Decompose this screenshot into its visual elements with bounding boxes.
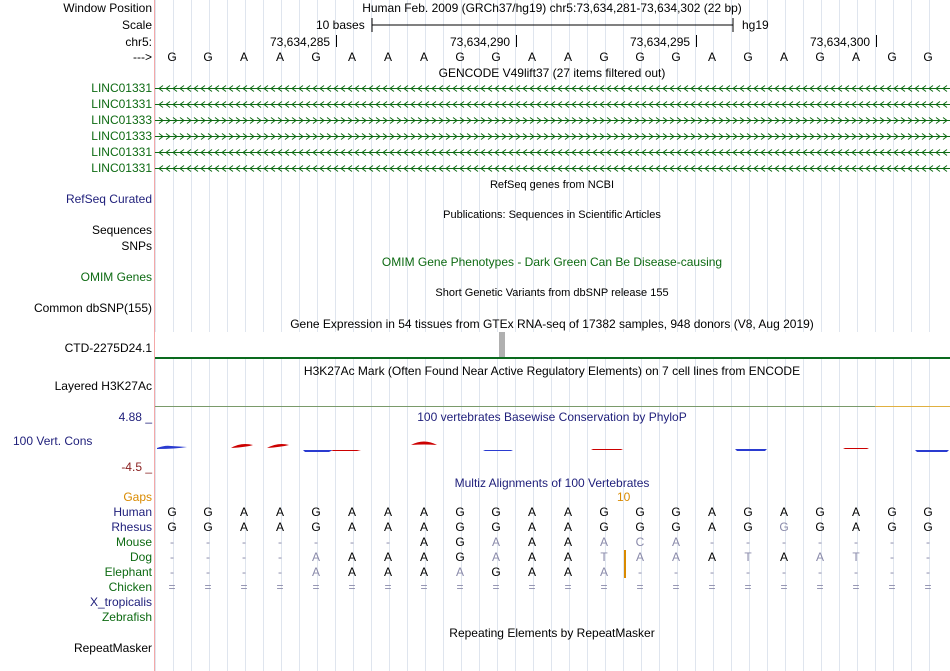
alignment-base: A — [779, 505, 788, 519]
alignment-base: - — [854, 535, 858, 549]
ruler-position: 73,634,295 — [630, 35, 691, 49]
alignment-base: G — [923, 520, 933, 534]
alignment-base: G — [779, 520, 789, 534]
alignment-base: - — [350, 535, 354, 549]
alignment-base: G — [311, 520, 321, 534]
alignment-base: A — [311, 550, 320, 564]
alignment-base: G — [203, 520, 213, 534]
alignment-base: = — [852, 580, 860, 594]
alignment-base: A — [527, 520, 536, 534]
alignment-base: A — [347, 565, 356, 579]
alignment-base: = — [384, 580, 392, 594]
alignment-base: - — [170, 550, 174, 564]
alignment-base: - — [242, 535, 246, 549]
ruler-tick — [876, 35, 877, 47]
alignment-base: G — [455, 520, 465, 534]
alignment-base: G — [887, 520, 897, 534]
alignment-base: G — [887, 505, 897, 519]
gtex-gene-line — [155, 357, 950, 359]
gencode-transcript[interactable] — [155, 163, 950, 174]
alignment-base: - — [386, 535, 390, 549]
sequence-base: G — [887, 50, 897, 64]
alignment-base: = — [312, 580, 320, 594]
alignment-base: G — [635, 505, 645, 519]
sequence-base: G — [635, 50, 645, 64]
alignment-base: G — [455, 550, 465, 564]
scale-bar — [369, 16, 739, 34]
alignment-base: - — [278, 535, 282, 549]
alignment-base: = — [744, 580, 752, 594]
chrom-label: chr5: — [125, 35, 152, 49]
dbsnp-track-title: Short Genetic Variants from dbSNP release 155 — [435, 287, 669, 299]
gencode-transcript[interactable] — [155, 99, 950, 110]
sequence-base: G — [491, 50, 501, 64]
alignment-base: A — [563, 520, 572, 534]
alignment-base: G — [491, 505, 501, 519]
sequence-base: G — [599, 50, 609, 64]
ruler-position: 73,634,290 — [450, 35, 511, 49]
alignment-base: C — [635, 535, 645, 549]
alignment-base: = — [816, 580, 824, 594]
alignment-base: G — [491, 520, 501, 534]
alignment-base: - — [926, 565, 930, 579]
species-label[interactable]: Dog — [129, 550, 152, 564]
alignment-base: A — [239, 505, 248, 519]
alignment-base: = — [204, 580, 212, 594]
alignment-base: T — [600, 550, 608, 564]
sequence-base: A — [347, 50, 356, 64]
sequence-base: G — [815, 50, 825, 64]
alignment-base: G — [815, 520, 825, 534]
alignment-base: = — [276, 580, 284, 594]
alignment-base: = — [888, 580, 896, 594]
alignment-base: A — [383, 520, 392, 534]
alignment-base: - — [890, 550, 894, 564]
alignment-base: A — [527, 565, 536, 579]
scale-label: Scale — [121, 18, 152, 32]
alignment-base: A — [491, 535, 500, 549]
species-label[interactable]: Chicken — [108, 580, 152, 594]
alignment-base: G — [599, 520, 609, 534]
alignment-base: G — [815, 505, 825, 519]
alignment-base: A — [563, 565, 572, 579]
omim-track-label[interactable]: OMIM Genes — [80, 270, 152, 284]
alignment-base: A — [671, 535, 680, 549]
alignment-base: A — [383, 505, 392, 519]
scale-bar-text: 10 bases — [316, 18, 365, 32]
alignment-base: - — [926, 550, 930, 564]
alignment-base: - — [926, 535, 930, 549]
gtex-track-title: Gene Expression in 54 tissues from GTEx RNA-seq of 17382 samples, 948 donors (V8, Aug 2019) — [290, 317, 814, 331]
gap-count: 10 — [617, 490, 631, 504]
alignment-base: - — [710, 535, 714, 549]
sequence-base: G — [671, 50, 681, 64]
alignment-base: G — [599, 505, 609, 519]
sequence-base: A — [779, 50, 788, 64]
alignment-base: = — [780, 580, 788, 594]
ruler-tick — [336, 35, 337, 47]
alignment-base: A — [779, 550, 788, 564]
sequence-base: A — [851, 50, 860, 64]
alignment-base: A — [815, 550, 824, 564]
alignment-base: = — [492, 580, 500, 594]
sequence-base: G — [455, 50, 465, 64]
phylop-plot[interactable] — [155, 436, 950, 458]
alignment-base: = — [636, 580, 644, 594]
alignment-base: G — [671, 520, 681, 534]
alignment-base: A — [383, 565, 392, 579]
alignment-base: A — [707, 550, 716, 564]
gaps-label: Gaps — [123, 490, 152, 504]
alignment-base: A — [239, 520, 248, 534]
gencode-transcript[interactable] — [155, 147, 950, 158]
species-label[interactable]: X_tropicalis — [89, 595, 152, 609]
alignment-base: A — [527, 535, 536, 549]
sequence-base: A — [383, 50, 392, 64]
alignment-base: - — [638, 565, 642, 579]
alignment-base: - — [890, 565, 894, 579]
alignment-base: - — [818, 535, 822, 549]
window-position-label: Window Position — [63, 1, 152, 15]
sequence-base: A — [527, 50, 536, 64]
alignment-base: A — [635, 550, 644, 564]
ruler-tick — [516, 35, 517, 47]
alignment-base: = — [600, 580, 608, 594]
alignment-base: G — [491, 565, 501, 579]
repeatmasker-track-title: Repeating Elements by RepeatMasker — [449, 626, 655, 640]
repeatmasker-track-label[interactable]: RepeatMasker — [73, 641, 152, 655]
refseq-track-title: RefSeq genes from NCBI — [489, 179, 615, 191]
phylop-min-label: -4.5 _ — [121, 460, 152, 474]
alignment-base: G — [923, 505, 933, 519]
ruler-tick — [696, 35, 697, 47]
alignment-base: A — [419, 565, 428, 579]
alignment-base: A — [563, 535, 572, 549]
alignment-base: A — [563, 505, 572, 519]
alignment-base: A — [527, 550, 536, 564]
gencode-transcript[interactable] — [155, 131, 950, 142]
alignment-base: - — [818, 565, 822, 579]
sequence-base: G — [311, 50, 321, 64]
alignment-base: - — [206, 565, 210, 579]
omim-track-title: OMIM Gene Phenotypes - Dark Green Can Be Disease-causing — [381, 255, 723, 269]
alignment-base: - — [890, 535, 894, 549]
alignment-base: A — [419, 535, 428, 549]
snps-track-label[interactable]: SNPs — [121, 239, 152, 253]
window-position-text: Human Feb. 2009 (GRCh37/hg19) chr5:73,634,281-73,634,302 (22 bp) — [362, 1, 742, 15]
gencode-row-label[interactable]: LINC01331 — [91, 97, 152, 111]
gencode-row-label[interactable]: LINC01333 — [91, 129, 152, 143]
alignment-base: = — [924, 580, 932, 594]
alignment-base: = — [672, 580, 680, 594]
publications-track-label[interactable]: Sequences — [91, 223, 152, 237]
sequence-base: G — [743, 50, 753, 64]
sequence-base: A — [707, 50, 716, 64]
alignment-base: T — [852, 550, 860, 564]
alignment-base: G — [455, 505, 465, 519]
h3k27ac-track-label[interactable]: Layered H3K27Ac — [54, 379, 152, 393]
species-label[interactable]: Elephant — [104, 565, 152, 579]
alignment-base: G — [311, 505, 321, 519]
alignment-base: A — [707, 505, 716, 519]
alignment-base: = — [420, 580, 428, 594]
species-label[interactable]: Human — [113, 505, 152, 519]
alignment-base: = — [528, 580, 536, 594]
alignment-base: - — [206, 550, 210, 564]
dbsnp-track-label[interactable]: Common dbSNP(155) — [33, 301, 152, 315]
alignment-base: A — [419, 550, 428, 564]
alignment-base: G — [455, 535, 465, 549]
assembly-label: hg19 — [742, 18, 769, 32]
alignment-base: - — [170, 535, 174, 549]
sequence-base: A — [239, 50, 248, 64]
alignment-base: A — [599, 565, 608, 579]
sequence-base: G — [167, 50, 177, 64]
alignment-base: = — [456, 580, 464, 594]
alignment-base: - — [170, 565, 174, 579]
publications-track-title: Publications: Sequences in Scientific Articles — [443, 209, 661, 221]
alignment-base: A — [563, 550, 572, 564]
alignment-base: G — [203, 505, 213, 519]
species-label[interactable]: Rhesus — [111, 520, 152, 534]
alignment-base: G — [743, 505, 753, 519]
alignment-base: - — [746, 535, 750, 549]
gtex-exon-bar[interactable] — [499, 332, 505, 357]
alignment-base: - — [314, 535, 318, 549]
alignment-base: A — [707, 520, 716, 534]
alignment-base: - — [278, 550, 282, 564]
alignment-base: = — [240, 580, 248, 594]
ruler-position: 73,634,300 — [810, 35, 871, 49]
alignment-base: - — [782, 565, 786, 579]
alignment-base: - — [746, 565, 750, 579]
alignment-base: G — [671, 505, 681, 519]
h3k27ac-signal — [875, 406, 950, 407]
species-label[interactable]: Mouse — [115, 535, 152, 549]
alignment-base: A — [347, 505, 356, 519]
alignment-base: = — [564, 580, 572, 594]
alignment-base: G — [635, 520, 645, 534]
sequence-base: A — [563, 50, 572, 64]
h3k27ac-track-title: H3K27Ac Mark (Often Found Near Active Regulatory Elements) on 7 cell lines from ENCODE — [303, 364, 801, 378]
alignment-base: A — [311, 565, 320, 579]
track-label-panel — [0, 0, 154, 671]
gtex-track-label[interactable]: CTD-2275D24.1 — [64, 341, 152, 355]
alignment-base: A — [275, 505, 284, 519]
alignment-base: G — [167, 505, 177, 519]
phylop-track-label[interactable]: 100 Vert. Cons — [13, 434, 93, 448]
gencode-row-label[interactable]: LINC01331 — [91, 145, 152, 159]
sequence-base: G — [203, 50, 213, 64]
alignment-base: A — [383, 550, 392, 564]
gencode-transcript[interactable] — [155, 83, 950, 94]
alignment-base: A — [347, 520, 356, 534]
alignment-base: - — [206, 535, 210, 549]
alignment-base: G — [743, 520, 753, 534]
alignment-base: = — [708, 580, 716, 594]
alignment-base: A — [851, 505, 860, 519]
track-image-panel[interactable] — [155, 0, 950, 671]
gencode-transcript[interactable] — [155, 115, 950, 126]
alignment-base: = — [168, 580, 176, 594]
alignment-base: A — [455, 565, 464, 579]
refseq-track-label[interactable]: RefSeq Curated — [65, 192, 152, 206]
alignment-base: A — [419, 505, 428, 519]
sequence-base: G — [923, 50, 933, 64]
alignment-base: - — [674, 565, 678, 579]
alignment-base: A — [851, 520, 860, 534]
strand-arrow-label: ---> — [133, 50, 152, 64]
alignment-base: - — [782, 535, 786, 549]
alignment-base: A — [491, 550, 500, 564]
alignment-base: - — [278, 565, 282, 579]
alignment-base: A — [671, 550, 680, 564]
h3k27ac-baseline — [155, 406, 950, 407]
gencode-row-label[interactable]: LINC01331 — [91, 81, 152, 95]
alignment-base: A — [599, 535, 608, 549]
ruler-position: 73,634,285 — [270, 35, 331, 49]
alignment-base: = — [348, 580, 356, 594]
gencode-row-label[interactable]: LINC01331 — [91, 161, 152, 175]
gencode-track-title: GENCODE V49lift37 (27 items filtered out) — [438, 66, 666, 80]
alignment-base: - — [242, 550, 246, 564]
phylop-max-label: 4.88 _ — [118, 410, 152, 424]
phylop-track-title: 100 vertebrates Basewise Conservation by PhyloP — [417, 410, 687, 424]
alignment-base: T — [744, 550, 752, 564]
alignment-base: - — [242, 565, 246, 579]
alignment-base: A — [347, 550, 356, 564]
sequence-base: A — [275, 50, 284, 64]
alignment-base: A — [419, 520, 428, 534]
alignment-base: - — [854, 565, 858, 579]
insertion-marker — [624, 550, 626, 578]
sequence-base: A — [419, 50, 428, 64]
gtex-plot-area[interactable] — [155, 332, 950, 358]
alignment-base: A — [275, 520, 284, 534]
alignment-base: A — [527, 505, 536, 519]
gencode-row-label[interactable]: LINC01333 — [91, 113, 152, 127]
alignment-base: - — [710, 565, 714, 579]
species-label[interactable]: Zebrafish — [101, 610, 152, 624]
multiz-track-title: Multiz Alignments of 100 Vertebrates — [454, 476, 650, 490]
alignment-base: G — [167, 520, 177, 534]
